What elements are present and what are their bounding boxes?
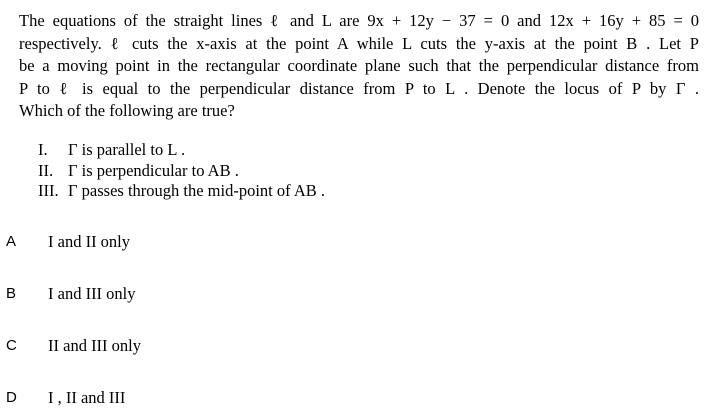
statement-numeral: III. [38,181,59,200]
option-letter: A [6,233,17,250]
option-text: II and III only [48,336,142,355]
statement-numeral: I. [38,140,48,159]
statement-numeral: II. [38,160,54,180]
option-letter: B [6,285,17,302]
statement-3 [38,181,325,202]
option-letter: C [6,337,17,354]
statement-2 [38,161,325,182]
question-line: be a moving point in the rectangular coordinate plane such that the perpendicular distance from [19,56,699,75]
question-line: P to ℓ is equal to the perpendicular distance from P to L . Denote the locus of P by Γ . [19,78,699,98]
option-text: I and II only [48,232,131,251]
statement-list [38,140,325,202]
question-line: The equations of the straight lines ℓ and L are 9x + 12y − 37 = 0 and 12x + 16y + 85 = 0 [19,11,699,30]
question-stem [19,10,699,123]
statement-1 [38,140,325,161]
option-text: I and III only [48,284,136,303]
option-letter: D [6,389,17,406]
statement-text: Γ passes through the mid-point of AB . [68,181,326,200]
question-line: respectively. ℓ cuts the x-axis at the point A while L cuts the y-axis at the point B . Let P [19,33,699,53]
option-text: I , II and III [48,388,126,407]
question-prompt: Which of the following are true? [19,101,235,120]
statement-text: Γ is parallel to L . [68,140,186,159]
statement-text: Γ is perpendicular to AB . [68,160,239,180]
